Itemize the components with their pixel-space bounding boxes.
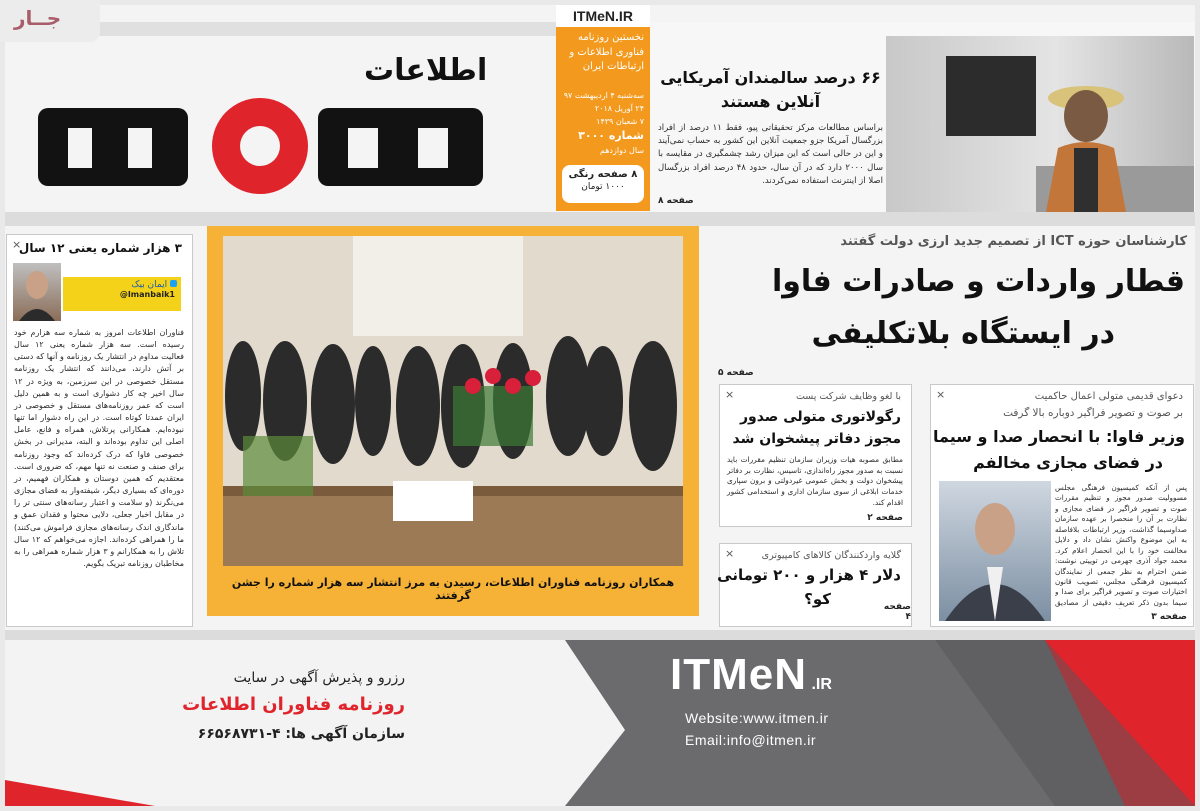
close-icon[interactable]: × — [725, 388, 735, 401]
minister-photo — [939, 481, 1051, 621]
price-box — [562, 165, 644, 203]
year-label: سال دوازدهم — [599, 146, 644, 155]
lead-story — [704, 226, 1195, 376]
regulator-story — [719, 384, 912, 527]
top-story-body: براساس مطالعات مرکز تحقیقاتی پیو، فقط ۱۱ درصد از افراد بزرگسال آمریکا جزو جمعیت آنلاین این کشور به حساب نمی‌آیند و این در حالی است که این میزان رشد چشمگیری در مقایسه با سال ۲۰۰۰ دارد که در آن سال، حدود ۴۸ درصد افراد بزرگسال اصلا از اینترنت استفاده نمی‌کردند. — [658, 123, 883, 186]
pages-label: ۸ صفحه رنگی — [568, 169, 638, 180]
dollar-kicker: گلایه واردکنندگان کالاهای کامپیوتری — [761, 550, 901, 561]
masthead-logo — [28, 48, 558, 208]
ad-website[interactable]: Website:www.itmen.ir — [685, 710, 829, 726]
date-fa: سه‌شنبه ۴ اردیبهشت ۹۷ — [563, 91, 644, 100]
regulator-kicker: با لغو وظایف شرکت پست — [795, 391, 901, 402]
top-story-title: ۶۶ درصد سالمندان آمریکایی آنلاین هستند — [660, 68, 881, 111]
ad-line-1: رزرو و پذیرش آگهی در سایت — [233, 670, 405, 686]
close-icon[interactable]: × — [12, 238, 22, 251]
regulator-title-1: رگولاتوری متولی صدور — [739, 409, 901, 425]
column-title: ۳ هزار شماره یعنی ۱۲ سال — [18, 241, 182, 255]
ad-brand — [670, 650, 832, 700]
ad-brand-suffix: .IR — [811, 676, 832, 693]
source-tag-label: جــار — [14, 6, 62, 30]
ad-line-3: سازمان آگهی ها: ۴-۶۶۵۶۸۷۳۱ — [197, 726, 405, 742]
regulator-body: مطابق مصوبه هیات وزیران سازمان تنظیم مقررات باید نسبت به صدور مجوز راه‌اندازی، تاسیس، نظارت بر دفاتر پیشخوان دولت و بخش عمومی غیردولتی و برون سپاری خدمات ابلاغی از سوی سازمان اداری و استخدامی کشور اقدام کند. — [727, 455, 903, 507]
top-story-photo — [886, 36, 1194, 212]
celebration-photo — [223, 236, 683, 566]
ad-email[interactable]: Email:info@itmen.ir — [685, 732, 817, 748]
source-tag — [0, 0, 100, 42]
tagline: نخستین روزنامه فناوری اطلاعات و ارتباطات ایران — [569, 32, 644, 72]
minister-title-1: وزیر فاوا: با انحصار صدا و سیما — [932, 427, 1185, 446]
opinion-column — [6, 234, 193, 627]
date-gregorian: ۲۴ آوریل ۲۰۱۸ — [594, 104, 644, 113]
author-name: ایمان بیک — [63, 277, 181, 290]
regulator-title-2: مجوز دفاتر پیشخوان شد — [732, 431, 901, 447]
divider-line — [5, 630, 1195, 640]
photo-story — [207, 226, 699, 616]
minister-story — [930, 384, 1194, 627]
photo-caption: همکاران روزنامه فناوران اطلاعات، رسیدن به مرز انتشار سه هزار شماره را جشن گرفتند — [231, 576, 675, 602]
top-story — [650, 22, 1195, 212]
logo-graphic — [28, 48, 558, 208]
regulator-page: صفحه ۲ — [867, 513, 903, 523]
masthead-info — [556, 5, 650, 211]
issue-number: شماره ۳۰۰۰ — [578, 129, 644, 142]
ad-line-2: روزنامه فناوران اطلاعات — [182, 694, 405, 715]
dollar-page: صفحه ۴ — [883, 602, 911, 622]
brand-site: ITMeN.IR — [556, 5, 650, 27]
close-icon[interactable]: × — [936, 388, 946, 401]
dollar-title-1: دلار ۴ هزار و ۲۰۰ تومانی — [717, 566, 901, 584]
ad-background — [5, 640, 1195, 806]
minister-body: پس از آنکه کمیسیون فرهنگی مجلس مسوولیت صدور مجوز و تنظیم مقررات صوت و تصویر فراگیر در فضای مجازی و نظارت بر آن را منحصرا بر عهده سازمان صداوسیما گذاشت، وزیر ارتباطات بلافاصله به این موضوع واکنش نشان داد و دلایل مخالفت خود را با این انحصار اعلام کرد. محمد جواد آذری جهرمی در توییتی نوشت: ضمن احترام به نظر جمعی از نمایندگان کمیسیون فرهنگی مجلس، تصویب قانون اختیارات صوت و تصویر فراگیر برای صدا و سیما بدون ذکر تعریف دقیقی از مصادیق — [1055, 483, 1187, 607]
ad-banner — [5, 640, 1195, 806]
svg-text:اطلاعات: اطلاعات — [364, 53, 488, 88]
author-badge — [63, 277, 181, 311]
close-icon[interactable]: × — [725, 547, 735, 560]
lead-headline-2: در ایستگاه بلاتکلیفی — [811, 316, 1115, 351]
lead-page: صفحه ۵ — [718, 368, 754, 378]
twitter-icon — [170, 280, 177, 287]
author-photo — [13, 263, 61, 321]
lead-kicker: کارشناسان حوزه ICT از تصمیم جدید ارزی دولت گفتند — [840, 234, 1187, 249]
date-hijri: ۷ شعبان ۱۴۳۹ — [596, 117, 644, 126]
ad-brand-name: ITMeN — [670, 650, 807, 699]
column-body: فناوران اطلاعات امروز به شماره سه هزارم خود رسیده است. سه هزار شماره یعنی ۱۲ سال فعالیت مداوم در انتشار یک روزنامه و آنها که دستی بر آتش دارند، می‌دانند که انتشار یک روزنامه مستقل خصوصی در این سرزمین، به ویژه در ۱۲ سال اخیر چه کار دشواری است و به همین دلیل است که عمر روزنامه‌های مستقل و خصوصی در ایران عمدتا کوتاه است. در این راه دشوار اما تنها نبوده‌ایم. همکارانی پرتلاش، همراه و فانع، عامل اصلی این تداوم بوده‌اند و البته، مدیرانی در بخش خصوصی فاوا که درک کرده‌اند که وجود روزنامه برای صنف و صنعت نه تنها مهم، که ضروری است. معتقدیم که همین دوستان و همکاران فهمیم، در دوره‌ای که بسیاری دیگر، شیفته‌وار به فضای مجازی می‌نگرند (و سلامت و اعتبار رسانه‌های سنتی تر را در مقابل اخبار جعلی، دلایی محتوا و فقدان عمق و ماندگاری اندک رسانه‌های مجازی فراموش می‌کنند) ما را همراهی کرده‌اند. اجازه می‌خواهم که ۱۲ سال تلاش را به همکارانم و ۳ هزار شماره همراهی را به مخاطبان روزنامه تبریک بگویم. — [14, 328, 185, 568]
dollar-story — [719, 543, 912, 627]
lead-headline-1: قطار واردات و صادرات فاوا — [771, 264, 1185, 299]
price-label: ۱۰۰۰ تومان — [581, 182, 625, 192]
minister-page: صفحه ۳ — [1151, 612, 1187, 622]
dollar-title-2: کو؟ — [804, 590, 831, 608]
author-handle: @Imanbaik1 — [119, 290, 175, 299]
minister-kicker-1: دعوای قدیمی متولی اعمال حاکمیت — [1034, 391, 1183, 402]
minister-kicker-2: بر صوت و تصویر فراگیر دوباره بالا گرفت — [1003, 407, 1183, 419]
elderly-woman-photo — [886, 36, 1194, 212]
divider-line — [5, 212, 1195, 226]
minister-title-2: در فضای مجازی مخالفم — [973, 453, 1163, 472]
top-story-page: صفحه ۸ — [658, 196, 694, 206]
